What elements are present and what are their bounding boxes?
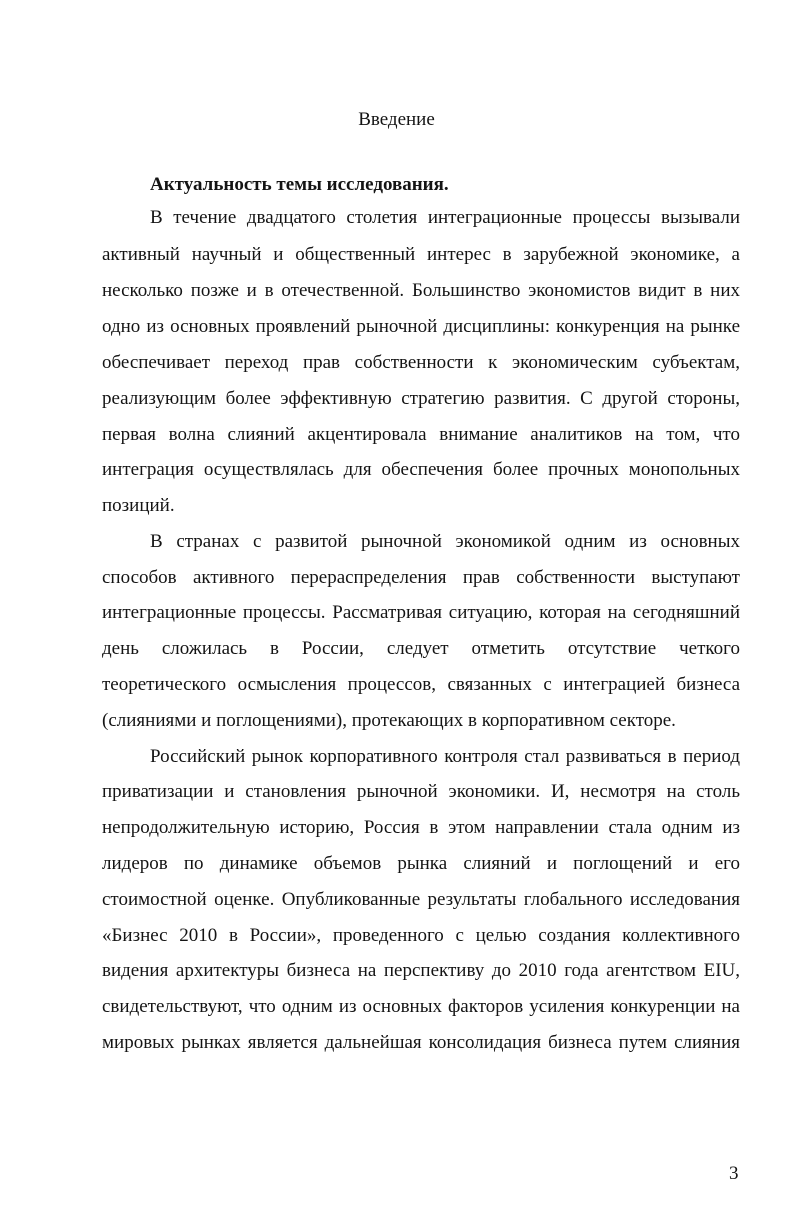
text-line: свидетельствуют, что одним из основных факторов усиления конкуренции на: [102, 996, 740, 1017]
text-line: теоретического осмысления процессов, связанных с интеграцией бизнеса: [102, 674, 740, 695]
text-line: первая волна слияний акцентировала внимание аналитиков на том, что: [102, 424, 740, 445]
text-line: несколько позже и в отечественной. Большинство экономистов видит в них: [102, 280, 740, 301]
text-line: одно из основных проявлений рыночной дисциплины: конкуренция на рынке: [102, 316, 740, 337]
text-line: непродолжительную историю, Россия в этом направлении стала одним из: [102, 817, 740, 838]
text-line: стоимостной оценке. Опубликованные результаты глобального исследования: [102, 889, 740, 910]
page-number: 3: [729, 1163, 739, 1184]
text-line: реализующим более эффективную стратегию развития. С другой стороны,: [102, 388, 740, 409]
text-line: видения архитектуры бизнеса на перспективу до 2010 года агентством EIU,: [102, 960, 740, 981]
text-line: «Бизнес 2010 в России», проведенного с целью создания коллективного: [102, 925, 740, 946]
page-title: Введение: [358, 109, 435, 130]
text-line: обеспечивает переход прав собственности к экономическим субъектам,: [102, 352, 740, 373]
text-line: активный научный и общественный интерес в зарубежной экономике, а: [102, 244, 740, 265]
text-line: В течение двадцатого столетия интеграционные процессы вызывали: [150, 207, 740, 228]
text-line: позиций.: [102, 495, 175, 516]
text-line: В странах с развитой рыночной экономикой одним из основных: [150, 531, 740, 552]
section-heading: Актуальность темы исследования.: [150, 174, 449, 195]
text-line: интеграционные процессы. Рассматривая ситуацию, которая на сегодняшний: [102, 602, 740, 623]
text-line: интеграция осуществлялась для обеспечения более прочных монопольных: [102, 459, 740, 480]
text-line: (слияниями и поглощениями), протекающих в корпоративном секторе.: [102, 710, 676, 731]
text-line: Российский рынок корпоративного контроля стал развиваться в период: [150, 746, 740, 767]
text-line: способов активного перераспределения прав собственности выступают: [102, 567, 740, 588]
text-line: приватизации и становления рыночной экономики. И, несмотря на столь: [102, 781, 740, 802]
text-line: лидеров по динамике объемов рынка слияний и поглощений и его: [102, 853, 740, 874]
text-line: день сложилась в России, следует отметить отсутствие четкого: [102, 638, 740, 659]
text-line: мировых рынках является дальнейшая консолидация бизнеса путем слияния: [102, 1032, 740, 1053]
